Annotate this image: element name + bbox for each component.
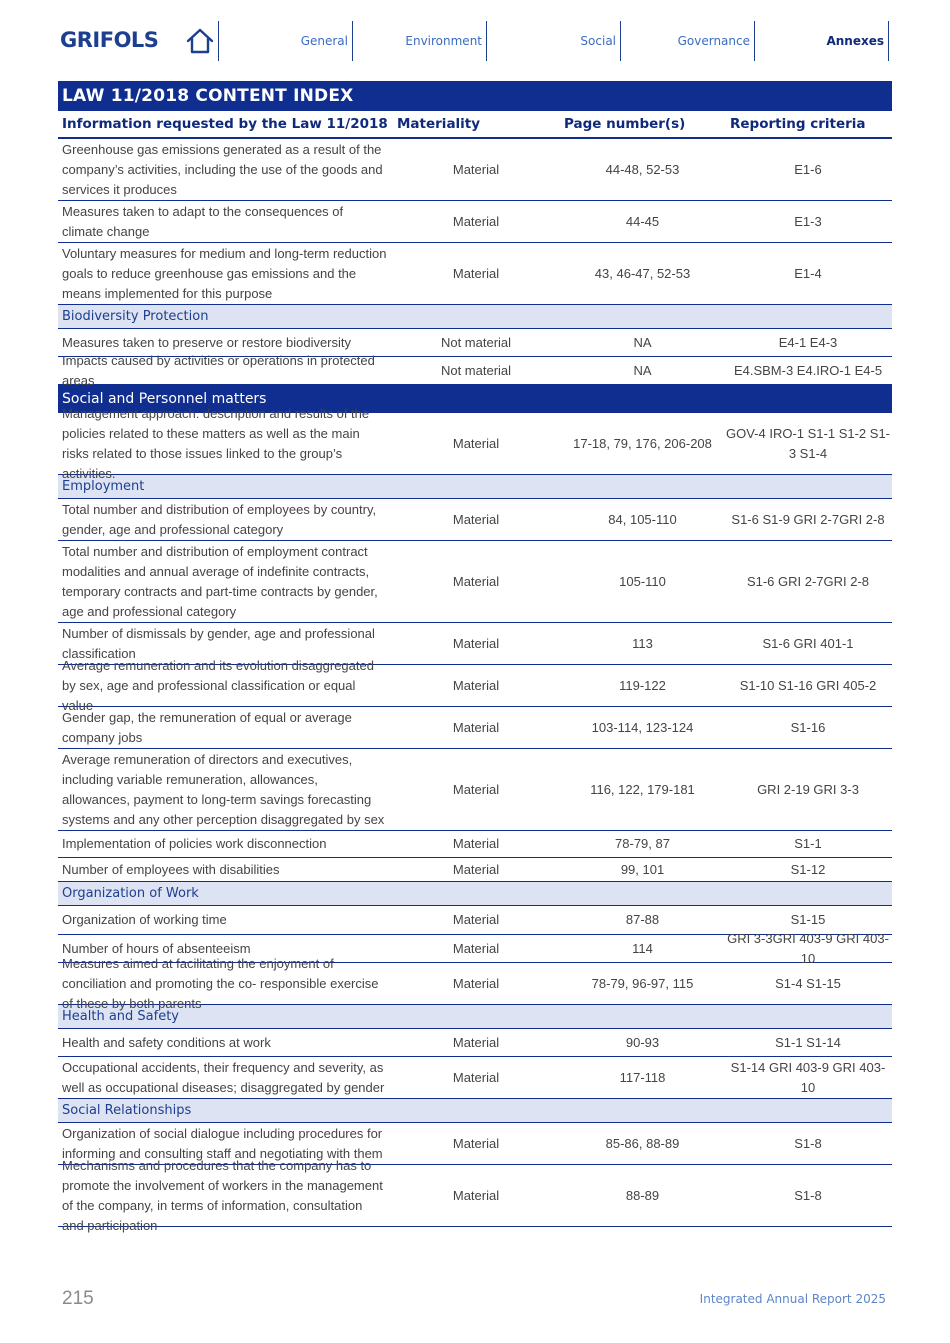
cell-pages: 119-122 — [619, 677, 666, 693]
cell-criteria: S1-10 S1-16 GRI 405-2 — [739, 677, 877, 693]
table-row — [58, 352, 892, 388]
table-title: LAW 11/2018 CONTENT INDEX — [58, 81, 892, 111]
table-row — [58, 243, 892, 305]
table-body — [58, 139, 892, 1233]
cell-information: Organization of working time — [62, 912, 227, 927]
cell-information: Average remuneration of directors and executives, including variable remuneration, allowances, allowances, payment to long-term savings forecasting systems and any other perception disaggregated by sex — [62, 751, 385, 827]
cell-materiality: Material — [452, 635, 500, 651]
cell-pages: 114 — [632, 940, 653, 956]
cell-pages: 90-93 — [625, 1034, 660, 1050]
table-row — [58, 499, 892, 541]
cell-pages: 88-89 — [625, 1187, 660, 1203]
report-title[interactable]: Integrated Annual Report 2025 — [699, 1292, 886, 1306]
column-header-pages: Page number(s) — [564, 116, 686, 132]
cell-materiality: Material — [452, 940, 500, 956]
nav-tab-general[interactable]: General — [220, 21, 353, 61]
cell-criteria: E1-6 — [794, 161, 822, 177]
cell-pages: NA — [633, 362, 652, 378]
cell-criteria: S1-6 GRI 401-1 — [762, 635, 854, 651]
cell-information: Measures taken to adapt to the consequences of climate change — [62, 203, 344, 239]
cell-criteria: S1-8 — [794, 1187, 822, 1203]
cell-information: Impacts caused by activities or operations in protected areas — [62, 352, 375, 388]
cell-pages: 113 — [632, 635, 653, 651]
cell-criteria: E4.SBM-3 E4.IRO-1 E4-5 — [733, 362, 883, 378]
cell-materiality: Material — [452, 1034, 500, 1050]
cell-information: Greenhouse gas emissions generated as a result of the company’s activities, including the use of the goods and services it produces — [62, 141, 383, 197]
cell-materiality: Material — [452, 836, 500, 851]
cell-materiality: Material — [452, 265, 500, 281]
cell-pages: 78-79, 87 — [615, 836, 670, 851]
cell-materiality: Material — [452, 861, 500, 877]
column-header-information: Information requested by the Law 11/2018 — [62, 116, 388, 132]
section-header: Employment — [58, 475, 892, 499]
table-row — [58, 657, 892, 713]
cell-materiality: Material — [452, 435, 500, 451]
cell-materiality: Material — [452, 1135, 500, 1151]
table-row — [58, 955, 892, 1011]
cell-materiality: Material — [452, 1069, 500, 1085]
cell-materiality: Material — [452, 161, 500, 177]
table-row — [58, 831, 892, 858]
nav-tab-environment[interactable]: Environment — [353, 21, 487, 61]
cell-materiality: Material — [452, 781, 500, 797]
cell-materiality: Not material — [440, 334, 512, 350]
column-header-criteria: Reporting criteria — [730, 116, 866, 132]
cell-information: Implementation of policies work disconnection — [62, 836, 327, 851]
cell-information: Number of dismissals by gender, age and professional classification — [62, 625, 375, 661]
nav-separator — [218, 21, 219, 61]
cell-criteria: E1-3 — [794, 213, 822, 229]
table-row — [58, 858, 892, 882]
cell-information: Mechanisms and procedures that the company has to promote the involvement of workers in the management of the company, in terms of information, consultation and participation — [62, 1157, 383, 1233]
nav-tab-social[interactable]: Social — [487, 21, 621, 61]
cell-pages: 116, 122, 179-181 — [590, 781, 695, 797]
cell-materiality: Material — [452, 573, 500, 589]
cell-information: Organization of social dialogue including procedures for informing and consulting staff and negotiating with them — [62, 1125, 383, 1161]
section-header: Health and Safety — [58, 1005, 892, 1029]
nav-tab-annexes[interactable]: Annexes — [755, 21, 889, 61]
cell-criteria: GOV-4 IRO-1 S1-1 S1-2 S1-3 S1-4 — [726, 425, 891, 461]
cell-materiality: Material — [452, 511, 500, 527]
cell-information: Voluntary measures for medium and long-term reduction goals to reduce greenhouse gas emissions and the means implemented for this purpose — [62, 245, 387, 301]
cell-materiality: Material — [452, 912, 500, 927]
cell-materiality: Material — [452, 1187, 500, 1203]
cell-information: Gender gap, the remuneration of equal or average company jobs — [62, 709, 352, 745]
cell-pages: 99, 101 — [620, 861, 665, 877]
cell-pages: 87-88 — [625, 912, 660, 927]
cell-information: Total number and distribution of employment contract modalities and annual average of indefinite contracts, temporary contracts and part-time contracts by gender, age and professional category — [62, 543, 378, 619]
cell-pages: 85-86, 88-89 — [605, 1135, 680, 1151]
cell-information: Number of hours of absenteeism — [62, 940, 251, 956]
table-row — [58, 405, 892, 481]
cell-pages: 103-114, 123-124 — [591, 719, 694, 735]
major-section-header: Social and Personnel matters — [58, 385, 892, 413]
cell-criteria: S1-1 — [794, 836, 822, 851]
page-number: 215 — [62, 1288, 94, 1309]
cell-information: Number of employees with disabilities — [62, 861, 280, 877]
cell-information: Total number and distribution of employees by country, gender, age and professional category — [62, 501, 377, 537]
cell-materiality: Not material — [440, 362, 512, 378]
cell-pages: NA — [633, 334, 652, 350]
table-row — [58, 1057, 892, 1099]
cell-criteria: GRI 3-3GRI 403-9 GRI 403-10 — [727, 930, 889, 966]
table-row — [58, 749, 892, 831]
grifols-logo[interactable]: GRIFOLS — [60, 28, 159, 52]
cell-criteria: S1-15 — [790, 912, 826, 927]
cell-criteria: S1-12 — [790, 861, 826, 877]
cell-materiality: Material — [452, 975, 500, 991]
cell-criteria: S1-1 S1-14 — [775, 1034, 841, 1050]
nav-tab-governance[interactable]: Governance — [621, 21, 755, 61]
table-row — [58, 541, 892, 623]
cell-pages: 84, 105-110 — [608, 511, 677, 527]
column-header-materiality: Materiality — [397, 116, 481, 132]
table-row — [58, 707, 892, 749]
cell-pages: 78-79, 96-97, 115 — [591, 975, 694, 991]
cell-information: Management approach: description and results of the policies related to these matters as well as the main risks related to those issues linked to the group’s activities. — [62, 405, 370, 481]
cell-information: Average remuneration and its evolution disaggregated by sex, age and professional classification or equal value — [62, 657, 374, 713]
cell-criteria: GRI 2-19 GRI 3-3 — [757, 781, 859, 797]
cell-pages: 105-110 — [619, 573, 666, 589]
cell-pages: 44-48, 52-53 — [605, 161, 680, 177]
cell-criteria: S1-6 GRI 2-7GRI 2-8 — [746, 573, 870, 589]
cell-information: Measures aimed at facilitating the enjoyment of conciliation and promoting the co- responsible exercise of these by both parents — [62, 955, 379, 1011]
cell-criteria: E4-1 E4-3 — [778, 334, 838, 350]
cell-criteria: S1-8 — [794, 1135, 822, 1151]
cell-criteria: S1-16 — [790, 719, 826, 735]
content-index-table — [58, 81, 892, 1233]
home-icon[interactable] — [184, 27, 216, 55]
cell-pages: 117-118 — [619, 1069, 666, 1085]
table-row — [58, 201, 892, 243]
table-row — [58, 139, 892, 201]
cell-materiality: Material — [452, 719, 500, 735]
cell-pages: 43, 46-47, 52-53 — [594, 265, 691, 281]
cell-information: Measures taken to preserve or restore biodiversity — [62, 334, 352, 350]
top-navigation — [0, 0, 950, 80]
cell-criteria: E1-4 — [794, 265, 822, 281]
section-header: Biodiversity Protection — [58, 305, 892, 329]
table-header — [58, 111, 892, 139]
cell-pages: 44-45 — [625, 213, 660, 229]
cell-materiality: Material — [452, 213, 500, 229]
cell-materiality: Material — [452, 677, 500, 693]
cell-information: Health and safety conditions at work — [62, 1034, 271, 1050]
cell-criteria: S1-4 S1-15 — [775, 975, 841, 991]
cell-criteria: S1-6 S1-9 GRI 2-7GRI 2-8 — [731, 511, 885, 527]
cell-information: Occupational accidents, their frequency and severity, as well as occupational diseases; disaggregated by gender — [62, 1059, 385, 1095]
table-row — [58, 1029, 892, 1057]
section-header: Social Relationships — [58, 1099, 892, 1123]
section-header: Organization of Work — [58, 882, 892, 906]
cell-pages: 17-18, 79, 176, 206-208 — [573, 435, 712, 451]
cell-criteria: S1-14 GRI 403-9 GRI 403-10 — [730, 1059, 886, 1095]
table-row — [58, 1157, 892, 1233]
